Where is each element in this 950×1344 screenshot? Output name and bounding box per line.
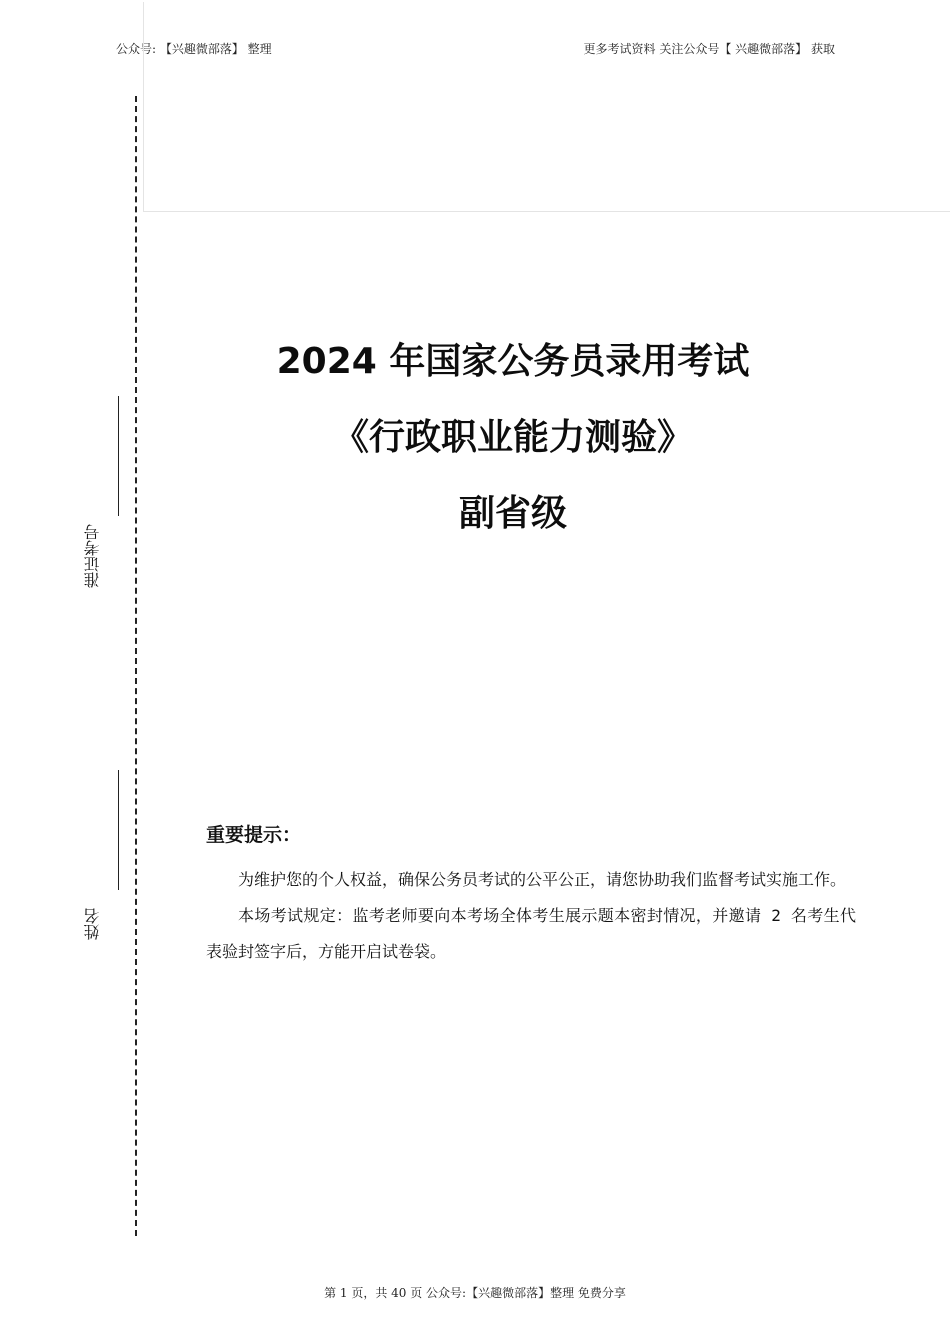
title-line-2: 《行政职业能力测验》 bbox=[332, 417, 693, 458]
notice-paragraph-1: 为维护您的个人权益，确保公务员考试的公平公正，请您协助我们监督考试实施工作。 bbox=[238, 870, 847, 889]
notice-paragraph-2: 本场考试规定：监考老师要向本考场全体考生展示题本密封情况，并邀请 2 名考生代表验封签字后，方能开启试卷袋。 bbox=[206, 906, 856, 961]
exam-id-underline bbox=[118, 396, 119, 516]
notice-body bbox=[206, 862, 856, 970]
notice-heading: 重要提示： bbox=[206, 824, 302, 846]
stamp-area bbox=[143, 2, 950, 212]
exam-id-field bbox=[82, 396, 142, 586]
document-title bbox=[143, 330, 883, 558]
name-label: 姓名 bbox=[83, 908, 102, 940]
header-right-text: 更多考试资料 关注公众号【 兴趣微部落】 获取 bbox=[583, 42, 835, 56]
title-line-3: 副省级 bbox=[458, 493, 567, 534]
name-underline bbox=[118, 770, 119, 890]
binding-dashed-line bbox=[135, 96, 137, 1236]
header-left-text: 公众号: 【兴趣微部落】 整理 bbox=[116, 42, 272, 56]
name-field bbox=[82, 770, 142, 940]
title-line-1: 2024 年国家公务员录用考试 bbox=[276, 341, 750, 382]
exam-id-label: 准证考号 bbox=[83, 524, 102, 588]
page-footer: 第 1 页，共 40 页 公众号:【兴趣微部落】整理 免费分享 bbox=[324, 1286, 626, 1300]
